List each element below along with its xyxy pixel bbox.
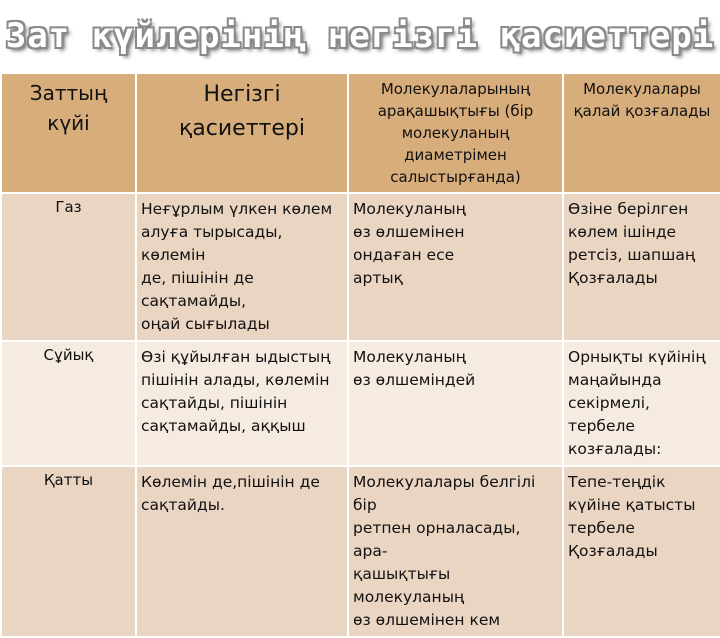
motion-cell: Тепе-теңдік күйіне қатысты тербеле Қозғалады xyxy=(563,466,720,637)
header-state-line: күйі xyxy=(47,111,90,135)
motion-cell: Орнықты күйінің маңайында секірмелі, тербеле козғалады: xyxy=(563,341,720,466)
table-row-liquid xyxy=(1,341,720,466)
state-cell: Қатты xyxy=(1,466,136,637)
state-cell: Газ xyxy=(1,193,136,341)
header-properties xyxy=(136,73,348,193)
header-properties-line: Негізгі xyxy=(203,82,281,107)
properties-cell: Өзі құйылған ыдыстың пішінін алады, көлемін сақтайды, пішінін сақтамайды, аққыш xyxy=(136,341,348,466)
states-table xyxy=(0,72,720,638)
header-distance-line: диаметрімен xyxy=(404,146,507,164)
distance-cell: Молекуланың өз өлшеміндей xyxy=(348,341,563,466)
distance-cell: Молекуланың өз өлшемінен ондаған есе артық xyxy=(348,193,563,341)
header-state-line: Заттың xyxy=(29,81,108,105)
header-properties-line: қасиеттері xyxy=(179,116,305,141)
table-row-solid xyxy=(1,466,720,637)
header-distance xyxy=(348,73,563,193)
header-row xyxy=(1,73,720,193)
motion-cell: Өзіне берілген көлем ішінде ретсіз, шапшаң Қозғалады xyxy=(563,193,720,341)
header-state xyxy=(1,73,136,193)
state-cell: Сұйық xyxy=(1,341,136,466)
properties-cell: Көлемін де,пішінін де сақтайды. xyxy=(136,466,348,637)
header-distance-line: молекуланың xyxy=(401,124,510,142)
distance-cell: Молекулалары белгілі бір ретпен орналасады, ара- қашықтығы молекуланың өз өлшемінен кем xyxy=(348,466,563,637)
slide-title: Зат күйлерінің негізгі қасиеттері xyxy=(5,16,715,56)
properties-cell: Неғұрлым үлкен көлем алуға тырысады, көлемін де, пішінін де сақтамайды, оңай сығылады xyxy=(136,193,348,341)
header-distance-line: арақашықтығы (бір xyxy=(377,102,534,120)
header-motion-line: Молекулалары xyxy=(583,80,701,98)
header-motion-line: қалай қозғалады xyxy=(573,102,711,120)
header-distance-line: салыстырғанда) xyxy=(390,168,521,186)
table-row-gas xyxy=(1,193,720,341)
header-motion xyxy=(563,73,720,193)
header-distance-line: Молекулаларының xyxy=(380,80,531,98)
